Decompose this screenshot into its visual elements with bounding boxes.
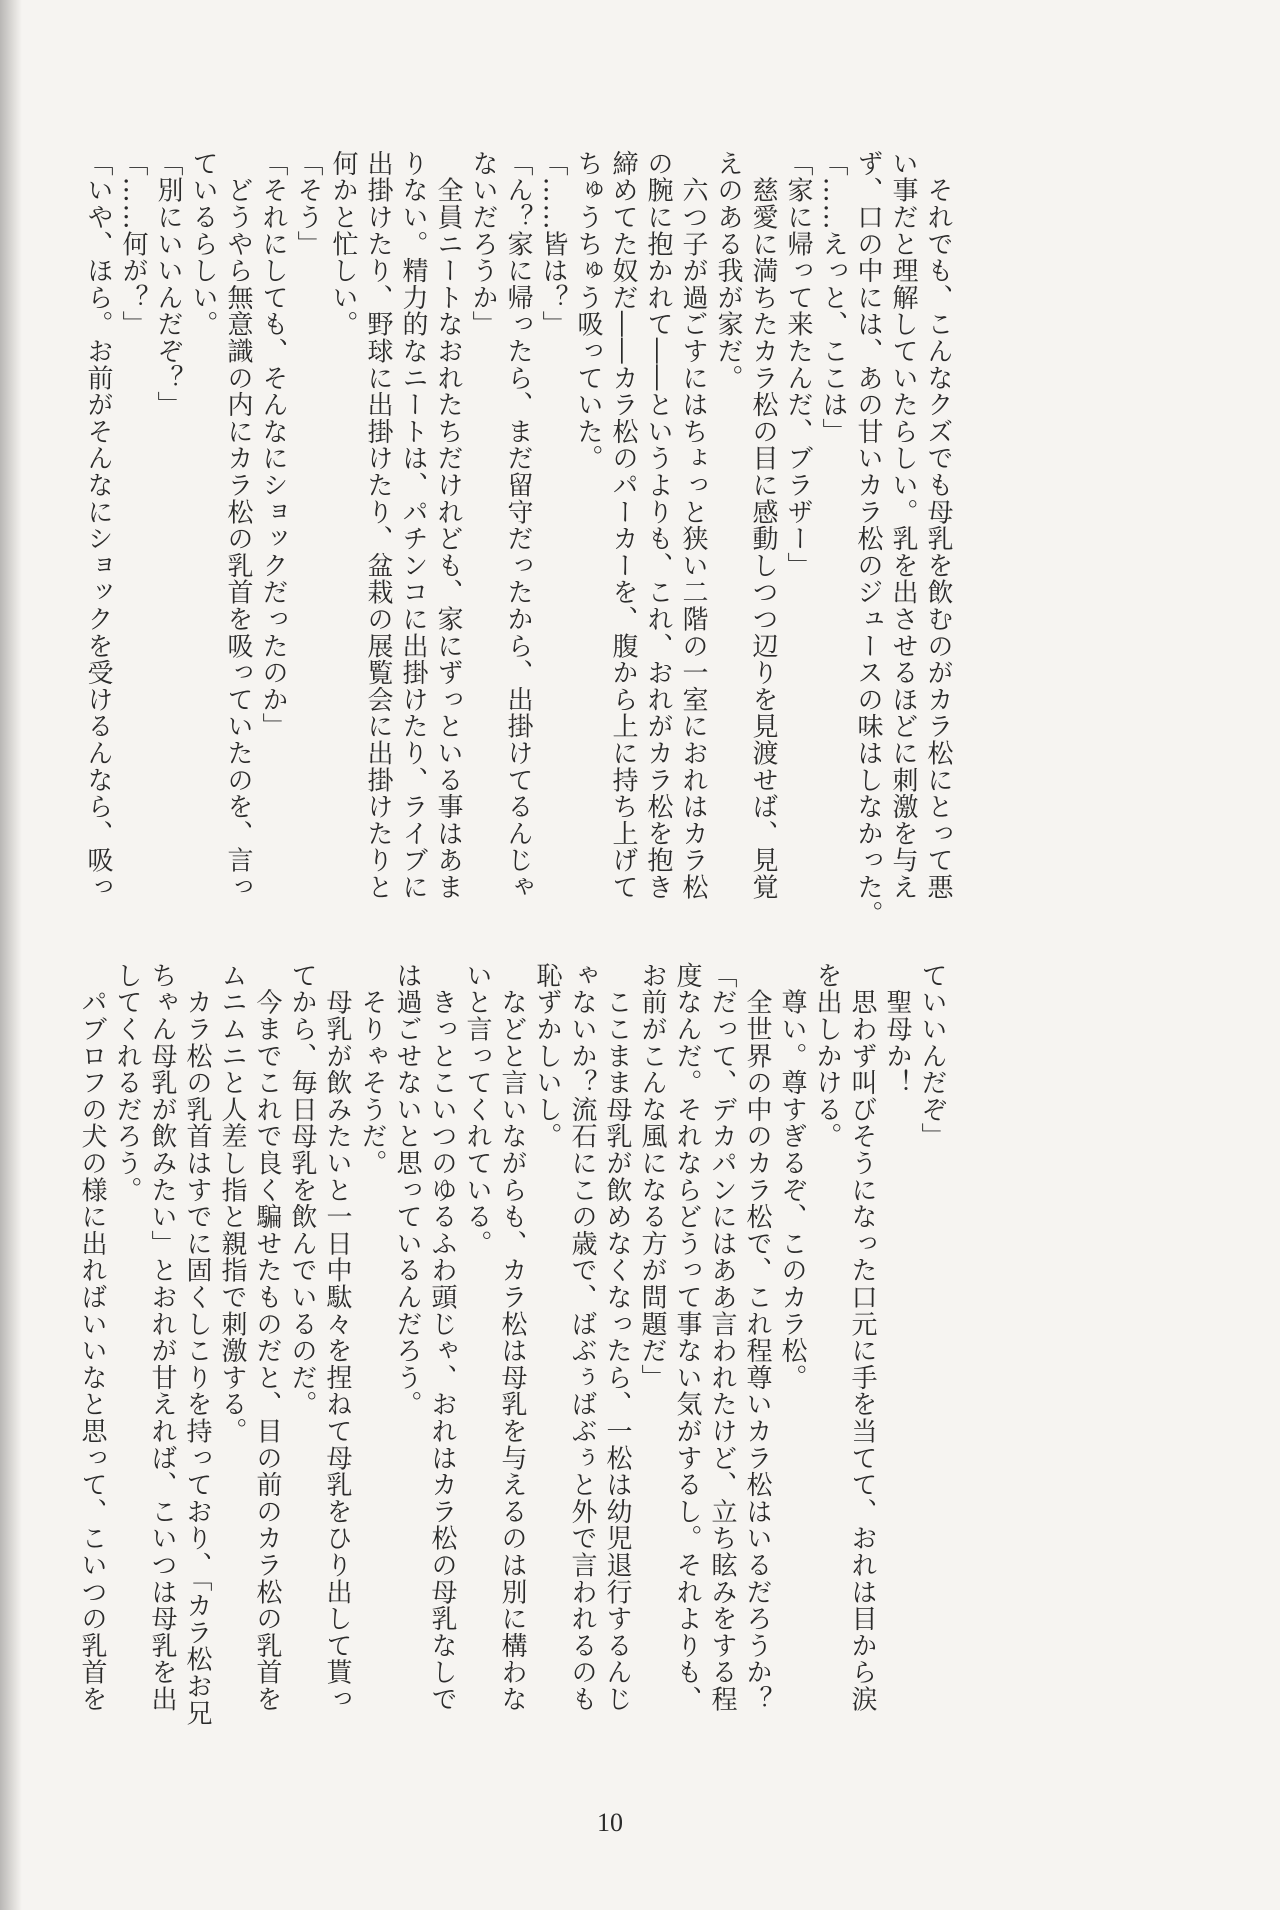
text-line: 慈愛に満ちたカラ松の目に感動しつつ辺りを見渡せば、見覚 bbox=[748, 150, 778, 901]
text-line: 思わず叫びそうになった口元に手を当てて、おれは目から涙 bbox=[847, 962, 877, 1713]
text-line: てから、毎日母乳を飲んでいるのだ。 bbox=[287, 962, 317, 1418]
text-line: カラ松の乳首はすでに固くしこりを持っており、「カラ松お兄 bbox=[182, 962, 212, 1727]
text-line: パブロフの犬の様に出ればいいなと思って、こいつの乳首を bbox=[77, 962, 107, 1713]
text-line: ているらしい。 bbox=[188, 150, 218, 338]
text-line: えのある我が家だ。 bbox=[713, 150, 743, 392]
text-line: 今までこれで良く騙せたものだと、目の前のカラ松の乳首を bbox=[252, 962, 282, 1713]
text-line: ゃないか？流石にこの歳で、ばぶぅばぶぅと外で言われるのも bbox=[567, 962, 597, 1713]
text-line: 全員ニートなおれたちだけれども、家にずっといる事はあま bbox=[433, 150, 463, 901]
text-line: 恥ずかしいし。 bbox=[532, 962, 562, 1150]
text-line: 尊い。尊すぎるぞ、このカラ松。 bbox=[777, 962, 807, 1391]
text-line: ここまま母乳が飲めなくなったら、一松は幼児退行するんじ bbox=[602, 962, 632, 1713]
text-line: は過ごせないと思っているんだろう。 bbox=[392, 962, 422, 1418]
upper-text-block bbox=[80, 150, 955, 928]
text-line: そりゃそうだ。 bbox=[357, 962, 387, 1177]
text-line: い事だと理解していたらしい。乳を出させるほどに刺激を与え bbox=[888, 150, 918, 901]
text-line: いと言ってくれている。 bbox=[462, 962, 492, 1257]
text-line: を出しかける。 bbox=[812, 962, 842, 1150]
text-line: 「……えっと、ここは」 bbox=[818, 150, 848, 445]
text-line: の腕に抱かれて――というよりも、これ、おれがカラ松を抱き bbox=[643, 150, 673, 901]
text-line: してくれるだろう。 bbox=[112, 962, 142, 1204]
text-line: 出掛けたり、野球に出掛けたり、盆栽の展覧会に出掛けたりと bbox=[363, 150, 393, 901]
text-line: お前がこんな風になる方が問題だ」 bbox=[637, 962, 667, 1391]
text-line: どうやら無意識の内にカラ松の乳首を吸っていたのを、言っ bbox=[223, 150, 253, 901]
text-line: りない。精力的なニートは、パチンコに出掛けたり、ライブに bbox=[398, 150, 428, 901]
page-number: 10 bbox=[597, 1808, 623, 1837]
text-line: 度なんだ。それならどうって事ない気がするし。それよりも、 bbox=[672, 962, 702, 1713]
text-line: ムニムニと人差し指と親指で刺激する。 bbox=[217, 962, 247, 1445]
text-line: ちゅうちゅう吸っていた。 bbox=[573, 150, 603, 472]
lower-text-block bbox=[74, 962, 949, 1762]
text-line: 「……何が？」 bbox=[118, 150, 148, 338]
text-line: 「家に帰って来たんだ、ブラザー」 bbox=[783, 150, 813, 579]
text-line: ないだろうか」 bbox=[468, 150, 498, 338]
text-line: 「それにしても、そんなにショックだったのか」 bbox=[258, 150, 288, 740]
text-line: 聖母か！ bbox=[882, 962, 912, 1096]
text-line: 何かと忙しい。 bbox=[328, 150, 358, 338]
text-line: きっとこいつのゆるふわ頭じゃ、おれはカラ松の母乳なしで bbox=[427, 962, 457, 1713]
text-line: などと言いながらも、カラ松は母乳を与えるのは別に構わな bbox=[497, 962, 527, 1713]
text-line: 「だって、デカパンにはああ言われたけど、立ち眩みをする程 bbox=[707, 962, 737, 1713]
text-line: 「別にいいんだぞ？」 bbox=[153, 150, 183, 418]
text-line: ちゃん母乳が飲みたい」とおれが甘えれば、こいつは母乳を出 bbox=[147, 962, 177, 1713]
text-line: 締めてた奴だ――カラ松のパーカーを、腹から上に持ち上げて bbox=[608, 150, 638, 901]
text-line: 母乳が飲みたいと一日中駄々を捏ねて母乳をひり出して貰っ bbox=[322, 962, 352, 1713]
text-line: ず、口の中には、あの甘いカラ松のジュースの味はしなかった。 bbox=[853, 150, 883, 928]
text-line: ていいんだぞ」 bbox=[917, 962, 947, 1150]
text-line: 六つ子が過ごすにはちょっと狭い二階の一室におれはカラ松 bbox=[678, 150, 708, 901]
text-line: 「……皆は？」 bbox=[538, 150, 568, 338]
text-line: それでも、こんなクズでも母乳を飲むのがカラ松にとって悪 bbox=[923, 150, 953, 901]
text-line: 「ん？家に帰ったら、まだ留守だったから、出掛けてるんじゃ bbox=[503, 150, 533, 901]
text-line: 「そう」 bbox=[293, 150, 323, 258]
text-line: 全世界の中のカラ松で、これ程尊いカラ松はいるだろうか？ bbox=[742, 962, 772, 1713]
text-line: 「いや、ほら。お前がそんなにショックを受けるんなら、吸っ bbox=[83, 150, 113, 901]
page-binding-edge bbox=[0, 0, 22, 1910]
